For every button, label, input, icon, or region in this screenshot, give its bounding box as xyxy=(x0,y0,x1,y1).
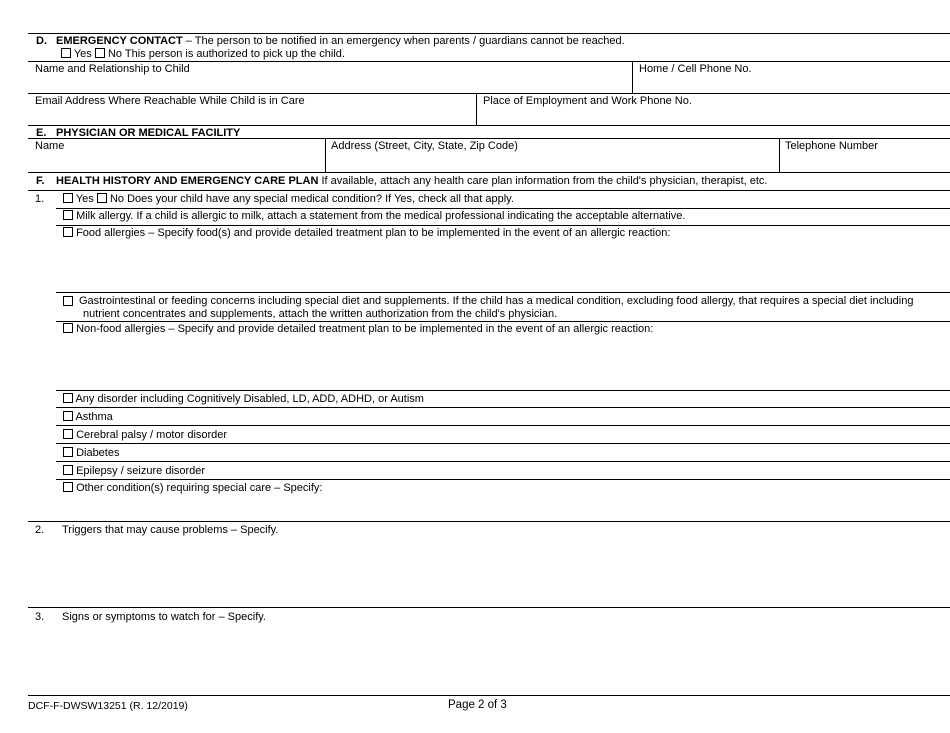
divider xyxy=(632,61,633,93)
other-condition-label: Other condition(s) requiring special care – Specify: xyxy=(76,482,323,494)
rule xyxy=(56,461,950,462)
rule xyxy=(28,93,950,94)
cerebral-palsy-row xyxy=(63,429,227,442)
cerebral-palsy-label: Cerebral palsy / motor disorder xyxy=(76,429,228,441)
food-allergies-row xyxy=(63,227,670,240)
other-condition-row xyxy=(63,482,322,495)
milk-allergy-checkbox[interactable] xyxy=(63,210,73,220)
non-food-allergies-checkbox[interactable] xyxy=(63,323,73,333)
email-address-label: Email Address Where Reachable While Child is in Care xyxy=(35,95,305,107)
epilepsy-label: Epilepsy / seizure disorder xyxy=(76,465,206,477)
employment-phone-label: Place of Employment and Work Phone No. xyxy=(483,95,692,107)
triggers-label: Triggers that may cause problems – Specify. xyxy=(62,524,279,536)
section-d-title: EMERGENCY CONTACT xyxy=(56,35,183,47)
divider xyxy=(325,138,326,172)
special-condition-yes-checkbox[interactable] xyxy=(63,193,73,203)
home-cell-phone-label: Home / Cell Phone No. xyxy=(639,63,752,75)
rule xyxy=(56,390,950,391)
special-condition-no-checkbox[interactable] xyxy=(97,193,107,203)
rule xyxy=(56,292,950,293)
gastrointestinal-checkbox[interactable] xyxy=(63,296,73,306)
divider xyxy=(779,138,780,172)
section-d-description: – The person to be notified in an emergency when parents / guardians cannot be reached. xyxy=(182,35,625,47)
diabetes-checkbox[interactable] xyxy=(63,447,73,457)
name-relationship-label: Name and Relationship to Child xyxy=(35,63,190,75)
diabetes-row xyxy=(63,447,119,460)
rule xyxy=(28,521,950,522)
authorized-yes-label: Yes xyxy=(73,48,92,60)
rule xyxy=(56,225,950,226)
section-d-heading xyxy=(56,35,625,48)
milk-allergy-row xyxy=(63,210,685,223)
authorized-pickup-label: This person is authorized to pick up the child. xyxy=(124,48,345,60)
question-1-number: 1. xyxy=(35,193,45,205)
form-id: DCF-F-DWSW13251 (R. 12/2019) xyxy=(28,700,188,712)
section-d-top-rule xyxy=(28,33,950,34)
other-condition-checkbox[interactable] xyxy=(63,482,73,492)
asthma-label: Asthma xyxy=(75,411,113,423)
authorized-no-checkbox[interactable] xyxy=(95,48,105,58)
section-f-top-rule xyxy=(28,172,950,173)
disorder-row xyxy=(63,393,424,406)
epilepsy-checkbox[interactable] xyxy=(63,465,73,475)
section-f-description: If available, attach any health care plan information from the child's physician, therapist, etc. xyxy=(318,175,768,187)
rule xyxy=(28,190,950,191)
special-condition-no-label: No xyxy=(109,193,124,205)
rule xyxy=(56,407,950,408)
section-d-letter: D. xyxy=(36,35,47,47)
rule xyxy=(56,479,950,480)
asthma-row xyxy=(63,411,113,424)
signs-symptoms-label: Signs or symptoms to watch for – Specify. xyxy=(62,611,266,623)
gastrointestinal-label-line-2: nutrient concentrates and supplements, attach the written authorization from the child's physician. xyxy=(83,308,558,320)
physician-name-label: Name xyxy=(35,140,65,152)
question-3-number: 3. xyxy=(35,611,45,623)
authorized-yes-checkbox[interactable] xyxy=(61,48,71,58)
physician-address-label: Address (Street, City, State, Zip Code) xyxy=(331,140,518,152)
epilepsy-row xyxy=(63,465,205,478)
diabetes-label: Diabetes xyxy=(76,447,120,459)
cerebral-palsy-checkbox[interactable] xyxy=(63,429,73,439)
rule xyxy=(56,208,950,209)
question-1-row xyxy=(63,193,514,206)
food-allergies-label: Food allergies – Specify food(s) and provide detailed treatment plan to be implemented in the event of an allergic reaction: xyxy=(76,227,671,239)
physician-telephone-label: Telephone Number xyxy=(785,140,878,152)
section-f-heading xyxy=(56,175,767,188)
divider xyxy=(476,93,477,125)
question-2-number: 2. xyxy=(35,524,45,536)
rule xyxy=(56,425,950,426)
rule xyxy=(28,607,950,608)
non-food-allergies-label: Non-food allergies – Specify and provide detailed treatment plan to be implemented in the event of an allergic reaction: xyxy=(76,323,654,335)
page-number: Page 2 of 3 xyxy=(448,699,507,711)
gastrointestinal-label-line-1: Gastrointestinal or feeding concerns including special diet and supplements. If the child has a medical condition, excluding food allergy, that requires a special diet including xyxy=(79,295,914,307)
milk-allergy-label: Milk allergy. If a child is allergic to milk, attach a statement from the medical professional indicating the acceptable alternative. xyxy=(76,210,686,222)
rule xyxy=(28,61,950,62)
section-e-letter: E. xyxy=(36,127,47,139)
asthma-checkbox[interactable] xyxy=(63,411,73,421)
section-f-letter: F. xyxy=(36,175,45,187)
food-allergies-checkbox[interactable] xyxy=(63,227,73,237)
rule xyxy=(28,138,950,139)
non-food-allergies-row xyxy=(63,323,653,336)
special-condition-yes-label: Yes xyxy=(75,193,94,205)
footer-rule xyxy=(28,695,950,696)
section-e-title: PHYSICIAN OR MEDICAL FACILITY xyxy=(56,127,241,139)
special-condition-question: Does your child have any special medical condition? If Yes, check all that apply. xyxy=(127,193,514,205)
authorized-no-label: No xyxy=(107,48,122,60)
section-e-top-rule xyxy=(28,125,950,126)
pickup-authorization-row xyxy=(61,48,345,61)
disorder-label: Any disorder including Cognitively Disabled, LD, ADD, ADHD, or Autism xyxy=(75,393,424,405)
disorder-checkbox[interactable] xyxy=(63,393,73,403)
section-f-title: HEALTH HISTORY AND EMERGENCY CARE PLAN xyxy=(56,175,319,187)
rule xyxy=(56,443,950,444)
rule xyxy=(56,321,950,322)
